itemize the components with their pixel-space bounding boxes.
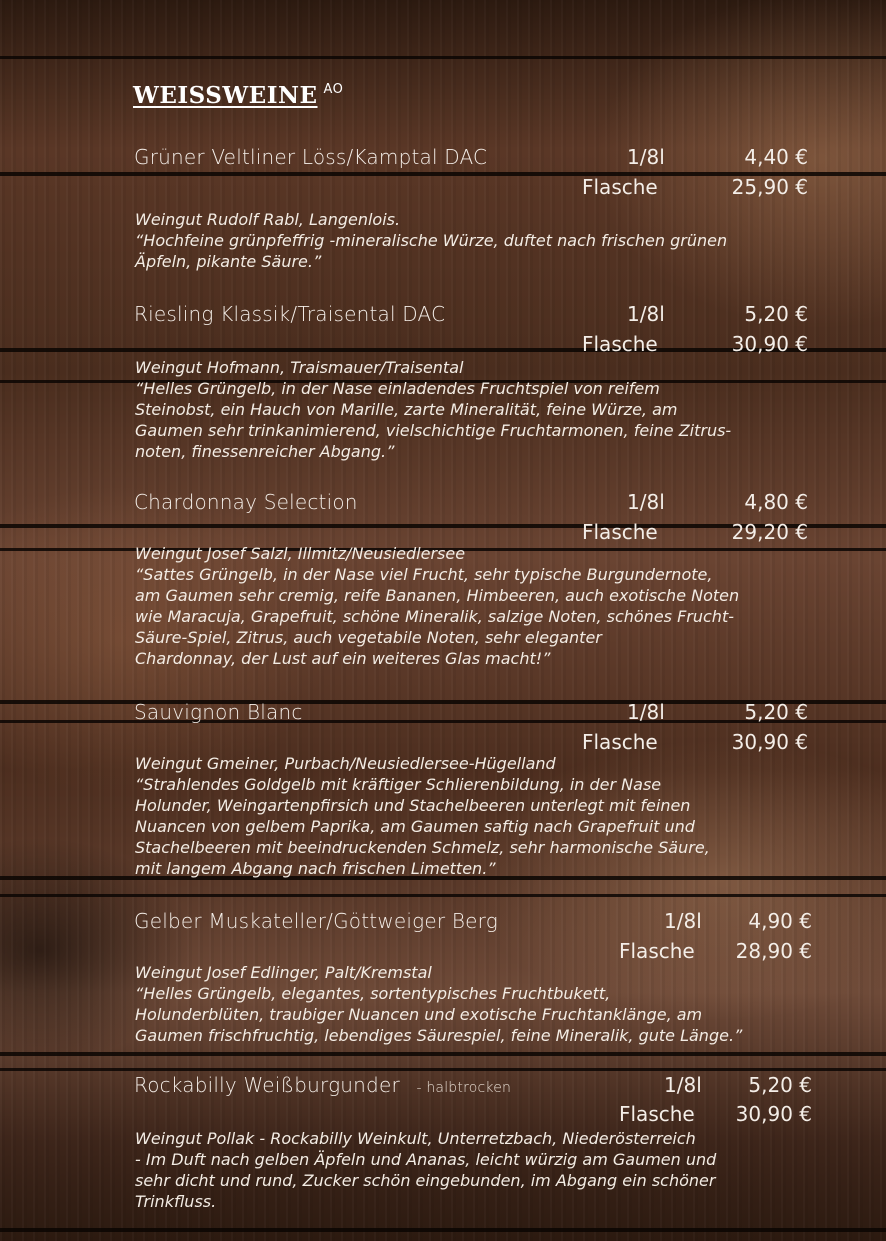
description-line: Nuancen von gelbem Paprika, am Gaumen saftig nach Grapefruit und [135,817,695,836]
glass-label: 1/8l [664,909,702,933]
bottle-price: 29,20 € [731,520,808,544]
bottle-price: 28,90 € [735,939,812,963]
glass-price: 5,20 € [744,302,808,326]
description-line: Chardonnay, der Lust auf ein weiteres Glas macht!” [135,649,551,668]
description-line: noten, finessenreicher Abgang.” [135,442,395,461]
wine-description [135,753,825,879]
description-line: Weingut Gmeiner, Purbach/Neusiedlersee-Hügelland [135,754,556,773]
description-line: am Gaumen sehr cremig, reife Bananen, Himbeeren, auch exotische Noten [135,586,740,605]
description-line: Steinobst, ein Hauch von Marille, zarte Mineralität, feine Würze, am [135,400,678,419]
description-line: Holunder, Weingartenpfirsich und Stachelbeeren unterlegt mit feinen [135,796,691,815]
bottle-label: Flasche [582,520,658,544]
glass-price: 5,20 € [748,1073,812,1097]
description-line: “Sattes Grüngelb, in der Nase viel Frucht, sehr typische Burgundernote, [135,565,713,584]
wine-name: Riesling Klassik/Traisental DAC [134,302,446,326]
description-line: Trinkfluss. [135,1192,217,1211]
glass-price: 5,20 € [744,700,808,724]
wine-description [135,209,825,272]
description-line: Gaumen sehr trinkanimierend, vielschichtige Fruchtarmonen, feine Zitrus- [135,421,732,440]
description-line: mit langem Abgang nach frischen Limetten.” [135,859,496,878]
glass-label: 1/8l [627,490,665,514]
description-line: Äpfeln, pikante Säure.” [135,252,322,271]
plank-seam [0,56,886,59]
wine-name: Sauvignon Blanc [134,700,303,724]
glass-price: 4,90 € [748,909,812,933]
description-line: Gaumen frischfruchtig, lebendiges Säurespiel, feine Mineralik, gute Länge.” [135,1026,743,1045]
description-line: Weingut Pollak - Rockabilly Weinkult, Unterretzbach, Niederösterreich [135,1129,696,1148]
wine-name: Grüner Veltliner Löss/Kamptal DAC [134,145,488,169]
plank-seam [0,894,886,897]
glass-price: 4,80 € [744,490,808,514]
description-line: “Strahlendes Goldgelb mit kräftiger Schlierenbildung, in der Nase [135,775,662,794]
wine-description [135,1128,825,1212]
bottle-price: 30,90 € [735,1102,812,1126]
bottle-price: 30,90 € [731,730,808,754]
wine-name: Chardonnay Selection [134,490,358,514]
description-line: - Im Duft nach gelben Äpfeln und Ananas, leicht würzig am Gaumen und [135,1150,717,1169]
wine-name: Gelber Muskateller/Göttweiger Berg [134,909,498,933]
section-title-text: WEISSWEINE [133,82,318,109]
wine-description [135,543,825,669]
description-line: “Helles Grüngelb, elegantes, sortentypisches Fruchtbukett, [135,984,611,1003]
description-line: Weingut Josef Salzl, Illmitz/Neusiedlersee [135,544,466,563]
bottle-label: Flasche [582,175,658,199]
section-title-sup: AO [323,82,344,97]
plank-seam [0,1068,886,1071]
glass-label: 1/8l [664,1073,702,1097]
description-line: “Hochfeine grünpfeffrig -mineralische Würze, duftet nach frischen grünen [135,231,728,250]
glass-label: 1/8l [627,302,665,326]
description-line: Weingut Josef Edlinger, Palt/Kremstal [135,963,432,982]
wine-description [135,357,825,462]
description-line: Weingut Rudolf Rabl, Langenlois. [135,210,401,229]
wine-name [134,1073,511,1097]
wine-description [135,962,825,1046]
glass-price: 4,40 € [744,145,808,169]
description-line: “Helles Grüngelb, in der Nase einladendes Fruchtspiel von reifem [135,379,660,398]
bottle-label: Flasche [582,730,658,754]
description-line: Stachelbeeren mit beeindruckenden Schmelz, sehr harmonische Säure, [135,838,710,857]
bottle-label: Flasche [582,332,658,356]
description-line: Säure-Spiel, Zitrus, auch vegetabile Noten, sehr eleganter [135,628,602,647]
bottle-label: Flasche [619,939,695,963]
bottle-price: 30,90 € [731,332,808,356]
description-line: wie Maracuja, Grapefruit, schöne Mineralik, salzige Noten, schönes Frucht- [135,607,734,626]
bottle-price: 25,90 € [731,175,808,199]
wine-name-text: Rockabilly Weißburgunder [134,1073,400,1097]
description-line: Weingut Hofmann, Traismauer/Traisental [135,358,464,377]
glass-label: 1/8l [627,700,665,724]
bottle-label: Flasche [619,1102,695,1126]
section-title [133,82,343,109]
description-line: sehr dicht und rund, Zucker schön eingebunden, im Abgang ein schöner [135,1171,716,1190]
glass-label: 1/8l [627,145,665,169]
wine-style-note: - halbtrocken [416,1080,512,1096]
description-line: Holunderblüten, traubiger Nuancen und exotische Fruchtanklänge, am [135,1005,703,1024]
